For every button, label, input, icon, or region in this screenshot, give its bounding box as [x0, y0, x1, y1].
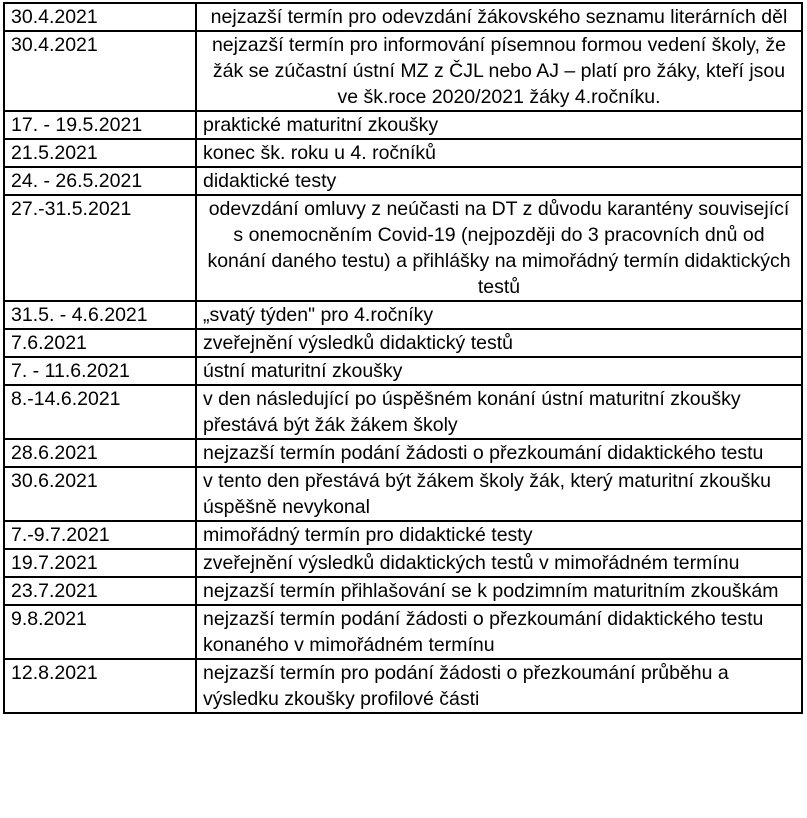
date-cell: 7. - 11.6.2021	[4, 357, 196, 385]
date-cell: 8.-14.6.2021	[4, 385, 196, 439]
description-cell: praktické maturitní zkoušky	[196, 111, 802, 139]
table-row	[4, 521, 802, 549]
date-cell: 7.6.2021	[4, 329, 196, 357]
table-row	[4, 467, 802, 521]
table-row	[4, 167, 802, 195]
table-row	[4, 385, 802, 439]
date-cell: 9.8.2021	[4, 605, 196, 659]
table-row	[4, 31, 802, 111]
description-cell: nejzazší termín podání žádosti o přezkoumání didaktického testu	[196, 439, 802, 467]
description-cell: nejzazší termín pro informování písemnou formou vedení školy, že žák se zúčastní ústní MZ z ČJL nebo AJ – platí pro žáky, kteří jsou ve šk.roce 2020/2021 žáky 4.ročníku.	[196, 31, 802, 111]
date-cell: 31.5. - 4.6.2021	[4, 301, 196, 329]
table-row	[4, 605, 802, 659]
date-cell: 30.4.2021	[4, 31, 196, 111]
table-row	[4, 111, 802, 139]
description-cell: nejzazší termín pro podání žádosti o přezkoumání průběhu a výsledku zkoušky profilové části	[196, 659, 802, 713]
exam-schedule-table	[3, 2, 803, 714]
date-cell: 12.8.2021	[4, 659, 196, 713]
table-row	[4, 357, 802, 385]
table-row	[4, 549, 802, 577]
description-cell: odevzdání omluvy z neúčasti na DT z důvodu karantény související s onemocněním Covid-19 (nejpozději do 3 pracovních dnů od konání daného testu) a přihlášky na mimořádný termín didaktických testů	[196, 195, 802, 301]
date-cell: 30.6.2021	[4, 467, 196, 521]
description-cell: ústní maturitní zkoušky	[196, 357, 802, 385]
description-cell: konec šk. roku u 4. ročníků	[196, 139, 802, 167]
description-cell: zveřejnění výsledků didaktický testů	[196, 329, 802, 357]
date-cell: 21.5.2021	[4, 139, 196, 167]
date-cell: 24. - 26.5.2021	[4, 167, 196, 195]
description-cell: zveřejnění výsledků didaktických testů v mimořádném termínu	[196, 549, 802, 577]
description-cell: „svatý týden" pro 4.ročníky	[196, 301, 802, 329]
table-row	[4, 195, 802, 301]
description-cell: nejzazší termín pro odevzdání žákovského seznamu literárních děl	[196, 3, 802, 31]
description-cell: v tento den přestává být žákem školy žák, který maturitní zkoušku úspěšně nevykonal	[196, 467, 802, 521]
date-cell: 19.7.2021	[4, 549, 196, 577]
description-cell: v den následující po úspěšném konání ústní maturitní zkoušky přestává být žák žákem školy	[196, 385, 802, 439]
table-row	[4, 577, 802, 605]
table-row	[4, 329, 802, 357]
table-row	[4, 659, 802, 713]
table-row	[4, 301, 802, 329]
date-cell: 7.-9.7.2021	[4, 521, 196, 549]
date-cell: 27.-31.5.2021	[4, 195, 196, 301]
date-cell: 17. - 19.5.2021	[4, 111, 196, 139]
date-cell: 23.7.2021	[4, 577, 196, 605]
description-cell: nejzazší termín podání žádosti o přezkoumání didaktického testu konaného v mimořádném termínu	[196, 605, 802, 659]
table-row	[4, 439, 802, 467]
table-row	[4, 3, 802, 31]
date-cell: 28.6.2021	[4, 439, 196, 467]
description-cell: mimořádný termín pro didaktické testy	[196, 521, 802, 549]
description-cell: nejzazší termín přihlašování se k podzimním maturitním zkouškám	[196, 577, 802, 605]
date-cell: 30.4.2021	[4, 3, 196, 31]
description-cell: didaktické testy	[196, 167, 802, 195]
table-row	[4, 139, 802, 167]
